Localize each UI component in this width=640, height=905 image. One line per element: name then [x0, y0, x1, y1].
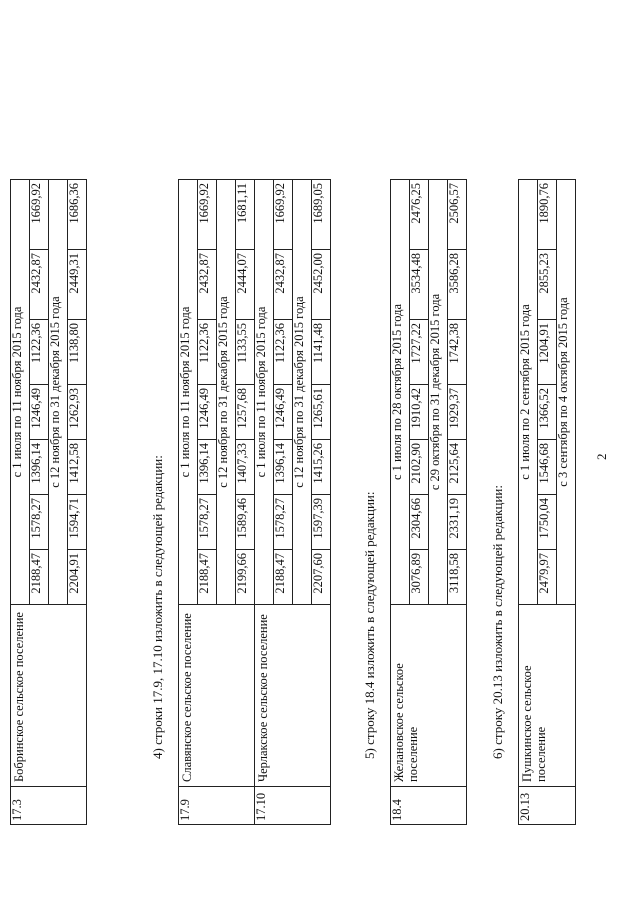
period-label: с 29 октября по 31 декабря 2015 года — [429, 180, 448, 605]
tariff-value: 1246,49 — [198, 385, 217, 440]
tariff-value: 1396,14 — [30, 440, 49, 495]
tariff-table — [10, 179, 87, 825]
tariff-value: 1396,14 — [274, 440, 293, 495]
tariff-value: 3534,48 — [410, 250, 429, 320]
tariff-value: 2102,90 — [410, 440, 429, 495]
tariff-value: 1122,36 — [274, 320, 293, 385]
tariff-value: 1546,68 — [538, 440, 557, 495]
row-code: 18.4 — [391, 787, 467, 825]
period-row — [519, 180, 538, 825]
tariff-value: 1122,36 — [30, 320, 49, 385]
period-row — [11, 180, 30, 825]
tariff-table — [178, 179, 331, 825]
tariff-value: 1246,49 — [30, 385, 49, 440]
tariff-value: 2331,19 — [448, 495, 467, 550]
tariff-value: 3586,28 — [448, 250, 467, 320]
tariff-value: 3118,58 — [448, 550, 467, 605]
tariff-value: 1265,61 — [312, 385, 331, 440]
tariff-value: 2204,91 — [68, 550, 87, 605]
tariff-value: 1727,22 — [410, 320, 429, 385]
period-label: с 12 ноября по 31 декабря 2015 года — [293, 180, 312, 605]
tariff-value: 1594,71 — [68, 495, 87, 550]
tariff-value: 1681,11 — [236, 180, 255, 250]
tariff-value: 1929,37 — [448, 385, 467, 440]
settlement-name: Славянское сельское поселение — [179, 605, 255, 787]
tariff-value: 1141,48 — [312, 320, 331, 385]
settlement-name: Желановское сельское поселение — [391, 605, 467, 787]
period-label: с 1 июля по 28 октября 2015 года — [391, 180, 410, 605]
tariff-value: 2207,60 — [312, 550, 331, 605]
tariff-value: 2855,23 — [538, 250, 557, 320]
tariff-value: 1204,91 — [538, 320, 557, 385]
tariff-value: 2432,87 — [274, 250, 293, 320]
settlement-name: Пушкинское сельское поселение — [519, 605, 576, 787]
tariff-value: 2304,66 — [410, 495, 429, 550]
tariff-value: 1589,46 — [236, 495, 255, 550]
amendment-instruction: 6) строку 20.13 изложить в следующей редакции: — [490, 485, 505, 759]
row-code: 17.10 — [255, 787, 331, 825]
tariff-value: 2476,25 — [410, 180, 429, 250]
tariff-value: 1597,39 — [312, 495, 331, 550]
tariff-value: 2506,57 — [448, 180, 467, 250]
period-label: с 1 июля по 11 ноября 2015 года — [255, 180, 274, 605]
tariff-value: 2199,66 — [236, 550, 255, 605]
tariff-value: 2188,47 — [198, 550, 217, 605]
tariff-value: 2432,87 — [30, 250, 49, 320]
tariff-value: 1578,27 — [198, 495, 217, 550]
tariff-value: 2452,00 — [312, 250, 331, 320]
settlement-name: Бобринское сельское поселение — [11, 605, 87, 787]
tariff-value: 2188,47 — [30, 550, 49, 605]
period-label: с 3 сентября по 4 октября 2015 года — [557, 180, 576, 605]
settlement-name: Черлакское сельское поселение — [255, 605, 331, 787]
tariff-value: 2125,64 — [448, 440, 467, 495]
tariff-value: 1412,58 — [68, 440, 87, 495]
period-label: с 12 ноября по 31 декабря 2015 года — [217, 180, 236, 605]
tariff-value: 1396,14 — [198, 440, 217, 495]
tariff-value: 1689,05 — [312, 180, 331, 250]
period-label: с 1 июля по 11 ноября 2015 года — [11, 180, 30, 605]
period-row — [255, 180, 274, 825]
tariff-value: 1415,26 — [312, 440, 331, 495]
tariff-value: 2432,87 — [198, 250, 217, 320]
tariff-value: 1257,68 — [236, 385, 255, 440]
tariff-value: 1578,27 — [30, 495, 49, 550]
tariff-value: 3076,89 — [410, 550, 429, 605]
tariff-table — [390, 179, 467, 825]
tariff-value: 1669,92 — [198, 180, 217, 250]
tariff-value: 1366,52 — [538, 385, 557, 440]
tariff-value: 2188,47 — [274, 550, 293, 605]
tariff-value: 2449,31 — [68, 250, 87, 320]
period-row — [391, 180, 410, 825]
period-label: с 1 июля по 11 ноября 2015 года — [179, 180, 198, 605]
tariff-value: 2479,97 — [538, 550, 557, 605]
tariff-value: 1122,36 — [198, 320, 217, 385]
tariff-value: 1686,36 — [68, 180, 87, 250]
tariff-value: 1669,92 — [274, 180, 293, 250]
tariff-value: 1407,33 — [236, 440, 255, 495]
amendment-instruction: 5) строку 18.4 изложить в следующей редакции: — [362, 491, 377, 759]
row-code: 17.3 — [11, 787, 87, 825]
tariff-value: 1742,38 — [448, 320, 467, 385]
tariff-value: 1262,93 — [68, 385, 87, 440]
tariff-value: 1750,04 — [538, 495, 557, 550]
period-label: с 12 ноября по 31 декабря 2015 года — [49, 180, 68, 605]
period-row — [179, 180, 198, 825]
tariff-table — [518, 179, 576, 825]
tariff-value: 2444,07 — [236, 250, 255, 320]
tariff-value: 1890,76 — [538, 180, 557, 250]
tariff-value: 1910,42 — [410, 385, 429, 440]
row-code: 20.13 — [519, 787, 576, 825]
tariff-value: 1133,55 — [236, 320, 255, 385]
tariff-value: 1578,27 — [274, 495, 293, 550]
row-code: 17.9 — [179, 787, 255, 825]
tariff-value: 1138,80 — [68, 320, 87, 385]
period-label: с 1 июля по 2 сентября 2015 года — [519, 180, 538, 605]
amendment-instruction: 4) строки 17.9, 17.10 изложить в следующей редакции: — [150, 455, 165, 759]
tariff-value: 1246,49 — [274, 385, 293, 440]
tariff-value: 1669,92 — [30, 180, 49, 250]
page-number: 2 — [594, 453, 609, 460]
